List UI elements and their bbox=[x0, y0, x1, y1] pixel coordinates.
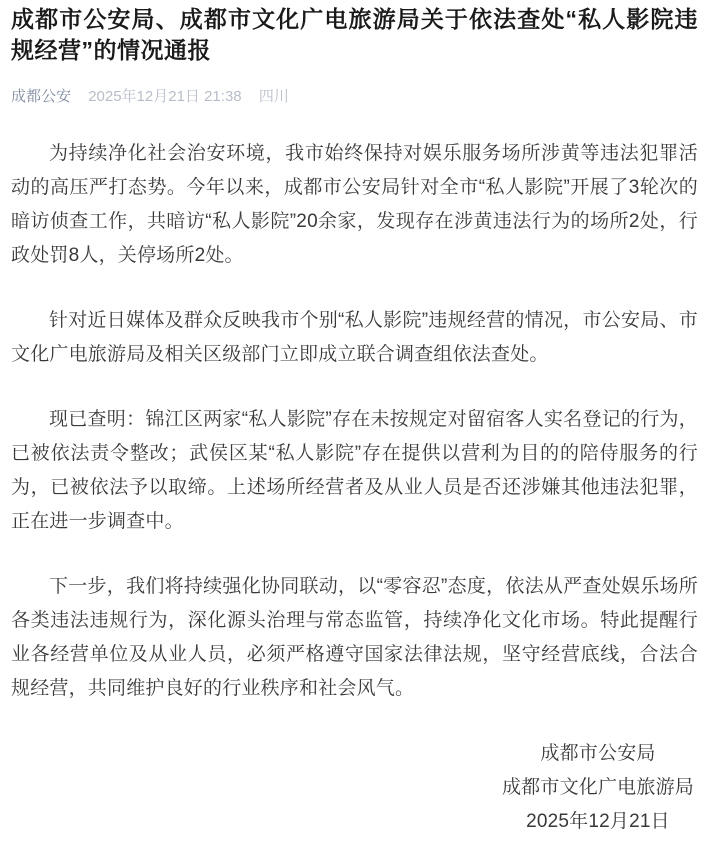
account-name-link[interactable]: 成都公安 bbox=[11, 88, 72, 105]
body-paragraph-4: 下一步，我们将持续强化协同联动，以“零容忍”态度，依法从严查处娱乐场所各类违法违规行为，深化源头治理与常态监管，持续净化文化市场。特此提醒行业各经营单位及从业人员，必须严格遵守国家法律法规，坚守经营底线，合法合规经营，共同维护良好的行业秩序和社会风气。 bbox=[11, 576, 698, 699]
body-paragraph-1: 为持续净化社会治安环境，我市始终保持对娱乐服务场所涉黄等违法犯罪活动的高压严打态势。今年以来，成都市公安局针对全市“私人影院”开展了3轮次的暗访侦查工作，共暗访“私人影院”20余家，发现存在涉黄违法行为的场所2处，行政处罚8人，关停场所2处。 bbox=[11, 143, 698, 266]
article-body bbox=[11, 137, 698, 706]
article-meta bbox=[11, 86, 698, 107]
article-title: 成都市公安局、成都市文化广电旅游局关于依法查处“私人影院违规经营”的情况通报 bbox=[11, 6, 698, 63]
body-paragraph-2: 针对近日媒体及群众反映我市个别“私人影院”违规经营的情况，市公安局、市文化广电旅游局及相关区级部门立即成立联合调查组依法查处。 bbox=[11, 310, 698, 365]
signature-issuer-1: 成都市公安局 bbox=[540, 743, 656, 764]
body-paragraph-3: 现已查明：锦江区两家“私人影院”存在未按规定对留宿客人实名登记的行为，已被依法责令整改；武侯区某“私人影院”存在提供以营利为目的的陪侍服务的行为，已被依法予以取缔。上述场所经营者及从业人员是否还涉嫌其他违法犯罪，正在进一步调查中。 bbox=[11, 409, 698, 532]
signature-block bbox=[502, 737, 694, 839]
publish-location: 四川 bbox=[258, 88, 289, 105]
signature-date: 2025年12月21日 bbox=[526, 811, 670, 832]
signature-issuer-2: 成都市文化广电旅游局 bbox=[501, 777, 694, 798]
publish-datetime: 2025年12月21日 21:38 bbox=[88, 88, 242, 105]
